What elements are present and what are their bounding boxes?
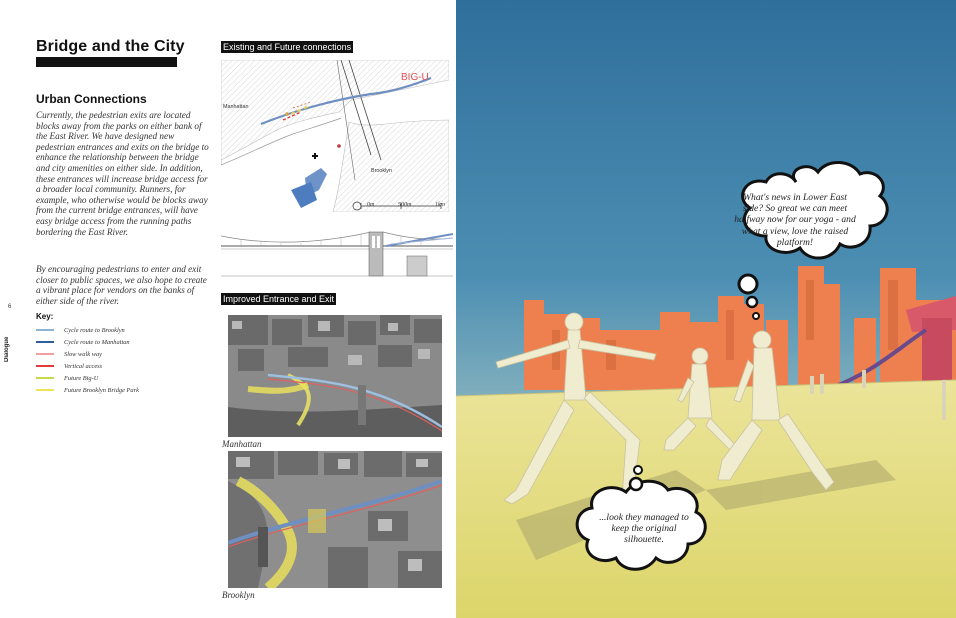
- scale-label-0: 0m: [367, 202, 375, 208]
- left-page: [0, 0, 456, 618]
- key-label: Cycle route to Brooklyn: [64, 326, 125, 334]
- manhattan-aerial-image: [228, 315, 442, 437]
- key-swatch: [36, 329, 54, 331]
- key-item: [36, 372, 216, 384]
- body-paragraph-2: By encouraging pedestrians to enter and exit closer to public spaces, we also hope to create a vibrant place for vendors on the banks of either side of the river.: [36, 264, 207, 306]
- bridge-elevation-drawing: [221, 222, 453, 284]
- key-item: [36, 336, 216, 348]
- key-label: Future Brooklyn Bridge Park: [64, 386, 139, 394]
- scale-label-1km: 1km: [435, 202, 445, 208]
- section-label: Dialogue: [4, 336, 10, 362]
- big-u-logo: BIG-U: [401, 72, 429, 83]
- title-underline-bar: [36, 57, 177, 67]
- key-label: Slow walk way: [64, 350, 102, 358]
- map-label-manhattan: Manhattan: [223, 104, 249, 110]
- key-swatch: [36, 365, 54, 367]
- key-label: Future Big-U: [64, 374, 99, 382]
- thought-bubble-2-text: ...look they managed to keep the original silhouette.: [599, 512, 689, 546]
- key-item: [36, 384, 216, 396]
- page-title: Bridge and the City: [36, 38, 185, 55]
- key-item: [36, 324, 216, 336]
- key-swatch: [36, 341, 54, 343]
- body-paragraph-1: Currently, the pedestrian exits are located blocks away from the parks on either bank of the East River. We have designed new pedestrian entrances and exits on the bridge to enhance the relationship between the bridge and city amenities on either side. In addition, these entrances will increase bridge access for a broader local community. Runners, for example, who otherwise would be blocks away from the current bridge entrances, will have easy bridge access from the running paths bordering the East River.: [36, 110, 209, 237]
- key-label: Vertical access: [64, 362, 103, 370]
- brooklyn-caption: Brooklyn: [222, 590, 255, 600]
- scale-label-500: 500m: [398, 202, 412, 208]
- map-figure-label: Existing and Future connections: [223, 42, 352, 52]
- key-title: Key:: [36, 312, 54, 321]
- key-item: [36, 348, 216, 360]
- key-swatch: [36, 389, 54, 391]
- connections-map: [221, 60, 449, 212]
- thought-bubble-1-text: What's news in Lower East side? So great we can meet halfway now for our yoga - and what a view, love the raised platform!: [734, 192, 856, 248]
- key-label: Cycle route to Manhattan: [64, 338, 130, 346]
- map-label-brooklyn: Brooklyn: [371, 168, 392, 174]
- key-swatch: [36, 353, 54, 355]
- section-subtitle: Urban Connections: [36, 92, 147, 106]
- brooklyn-aerial-image: [228, 451, 442, 588]
- key-list: [36, 324, 216, 396]
- manhattan-caption: Manhattan: [222, 439, 262, 449]
- page-number: 6: [8, 304, 12, 310]
- entrance-figure-label: Improved Entrance and Exit: [223, 294, 335, 304]
- yoga-bridge-illustration: [456, 0, 956, 618]
- key-item: [36, 360, 216, 372]
- key-swatch: [36, 377, 54, 379]
- illustration-page: [456, 0, 956, 618]
